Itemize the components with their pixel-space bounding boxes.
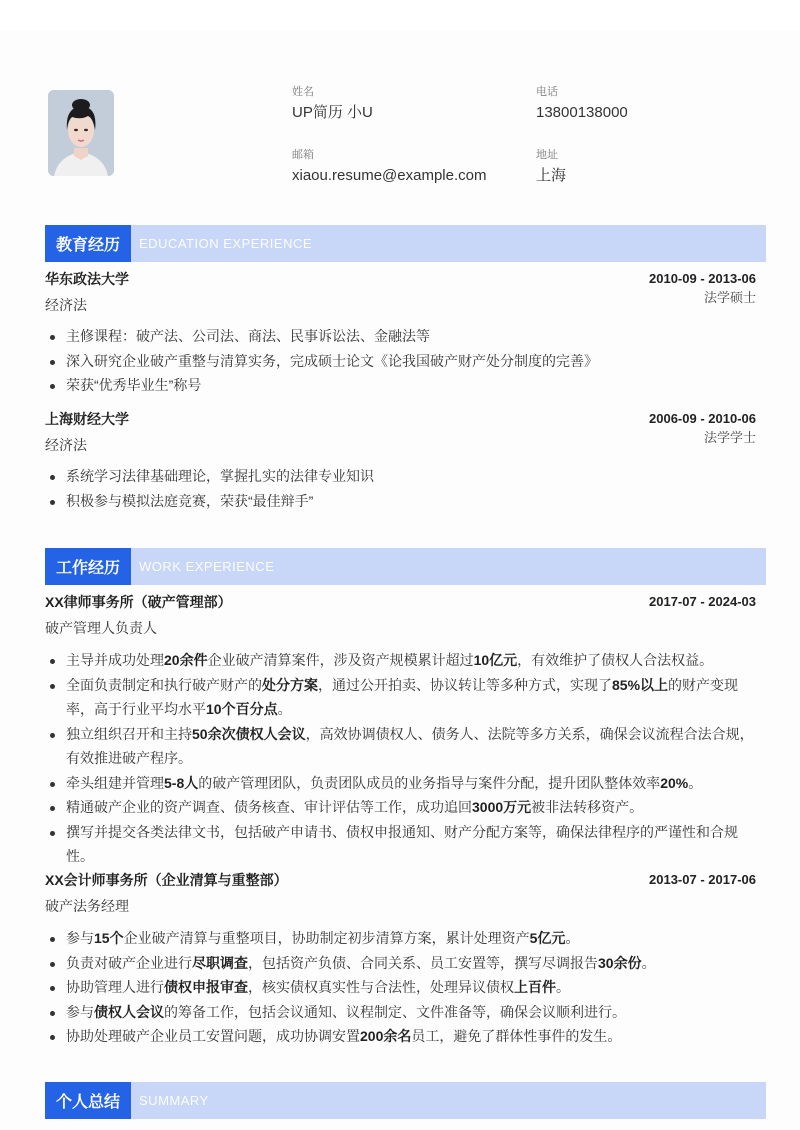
list-item: 荣获“优秀毕业生”称号 — [45, 373, 756, 398]
degree: 法学学士 — [703, 430, 756, 445]
phone-label: 电话 — [536, 86, 558, 98]
company-name: XX会计师事务所（企业清算与重整部） — [45, 872, 288, 888]
work-title: 工作经历 — [45, 548, 131, 585]
name-value: UP简历 小U — [292, 104, 373, 121]
job-role: 破产法务经理 — [45, 898, 129, 914]
education-bullets — [45, 324, 756, 398]
address-value: 上海 — [536, 167, 567, 184]
work-bullets — [45, 926, 756, 1049]
email-label: 邮箱 — [292, 149, 314, 161]
major: 经济法 — [45, 297, 87, 313]
company-name: XX律师事务所（破产管理部） — [45, 594, 232, 610]
list-item: 积极参与模拟法庭竞赛，荣获“最佳辩手” — [45, 489, 756, 514]
list-item: 精通破产企业的资产调查、债务核查、审计评估等工作，成功追回3000万元被非法转移资产。 — [45, 795, 756, 820]
address-label: 地址 — [536, 149, 558, 161]
work-entry — [45, 870, 756, 1049]
profile-header — [0, 82, 800, 192]
school-name: 华东政法大学 — [45, 271, 129, 287]
list-item: 撰写并提交各类法律文书，包括破产申请书、债权申报通知、财产分配方案等，确保法律程序的严谨性和合规性。 — [45, 820, 756, 869]
education-section-header — [45, 225, 766, 262]
list-item: 主修课程：破产法、公司法、商法、民事诉讼法、金融法等 — [45, 324, 756, 349]
email-field — [292, 148, 486, 186]
education-date: 2010-09 - 2013-06 — [649, 271, 756, 286]
name-field — [292, 85, 373, 123]
profile-photo — [48, 90, 114, 176]
list-item: 负责对破产企业进行尽职调查，包括资产负债、合同关系、员工安置等，撰写尽调报告30余份。 — [45, 951, 756, 976]
list-item: 全面负责制定和执行破产财产的处分方案，通过公开拍卖、协议转让等多种方式，实现了85%以上的财产变现率，高于行业平均水平10个百分点。 — [45, 673, 756, 722]
list-item: 主导并成功处理20余件企业破产清算案件，涉及资产规模累计超过10亿元，有效维护了债权人合法权益。 — [45, 648, 756, 673]
summary-title: 个人总结 — [45, 1082, 131, 1119]
job-role: 破产管理人负责人 — [45, 620, 157, 636]
list-item: 参与15个企业破产清算与重整项目，协助制定初步清算方案，累计处理资产5亿元。 — [45, 926, 756, 951]
list-item: 协助处理破产企业员工安置问题，成功协调安置200余名员工，避免了群体性事件的发生。 — [45, 1024, 756, 1049]
degree: 法学硕士 — [703, 290, 756, 305]
education-title: 教育经历 — [45, 225, 131, 262]
phone-field — [536, 85, 628, 123]
list-item: 深入研究企业破产重整与清算实务，完成硕士论文《论我国破产财产处分制度的完善》 — [45, 349, 756, 374]
list-item: 系统学习法律基础理论，掌握扎实的法律专业知识 — [45, 464, 756, 489]
list-item: 协助管理人进行债权申报审查，核实债权真实性与合法性，处理异议债权上百件。 — [45, 975, 756, 1000]
name-label: 姓名 — [292, 86, 314, 98]
education-title-en: EDUCATION EXPERIENCE — [139, 236, 313, 251]
education-entry — [45, 409, 756, 513]
work-date: 2013-07 - 2017-06 — [649, 872, 756, 887]
summary-title-en: SUMMARY — [139, 1093, 209, 1108]
education-date: 2006-09 - 2010-06 — [649, 411, 756, 426]
summary-section-header — [45, 1082, 766, 1119]
work-entry — [45, 592, 756, 869]
list-item: 牵头组建并管理5-8人的破产管理团队，负责团队成员的业务指导与案件分配，提升团队整体效率20%。 — [45, 771, 756, 796]
address-field — [536, 148, 566, 186]
work-section-header — [45, 548, 766, 585]
list-item: 独立组织召开和主持50余次债权人会议，高效协调债权人、债务人、法院等多方关系，确保会议流程合法合规，有效推进破产程序。 — [45, 722, 756, 771]
page-top-margin — [0, 0, 800, 30]
school-name: 上海财经大学 — [45, 411, 129, 427]
education-entry — [45, 269, 756, 398]
phone-value: 13800138000 — [536, 104, 628, 121]
portrait-icon — [48, 90, 114, 176]
major: 经济法 — [45, 437, 87, 453]
work-bullets — [45, 648, 756, 869]
education-bullets — [45, 464, 756, 513]
work-date: 2017-07 - 2024-03 — [649, 594, 756, 609]
list-item: 参与债权人会议的筹备工作，包括会议通知、议程制定、文件准备等，确保会议顺利进行。 — [45, 1000, 756, 1025]
work-title-en: WORK EXPERIENCE — [139, 559, 275, 574]
email-value: xiaou.resume@example.com — [292, 167, 487, 184]
